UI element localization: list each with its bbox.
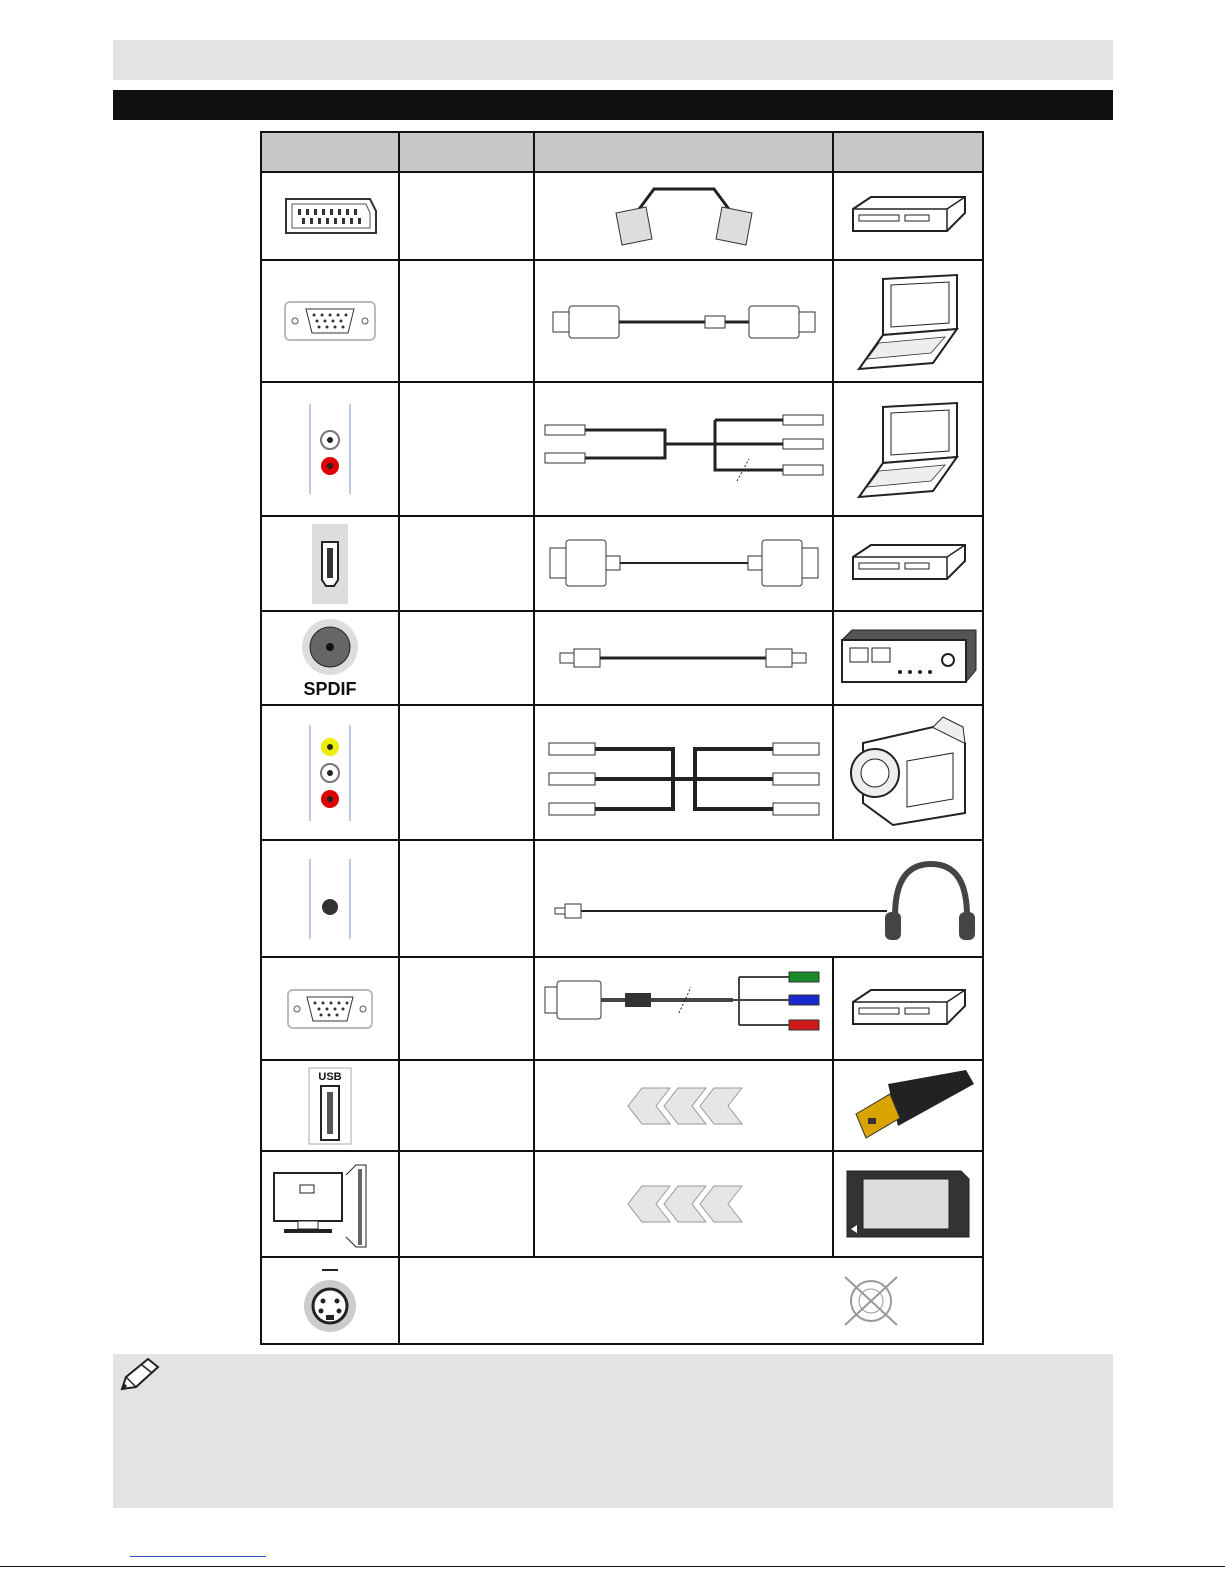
header-cables: [534, 132, 833, 172]
spdif-port-icon: [261, 611, 399, 705]
av-in-port-icon: [261, 705, 399, 840]
laptop-icon: [833, 382, 983, 516]
connections-table: [260, 131, 984, 1345]
table-row: [261, 1257, 983, 1344]
header-connector: [261, 132, 399, 172]
hdmi-cable-icon: [534, 516, 833, 611]
svideo-port-icon: [261, 1257, 399, 1344]
laptop-icon: [833, 260, 983, 382]
table-row: [261, 611, 983, 705]
vga-port-icon: [261, 260, 399, 382]
type-cell: [399, 382, 534, 516]
header-device: [833, 132, 983, 172]
type-cell: [399, 1151, 534, 1257]
insert-arrow-icon: [534, 1060, 833, 1151]
ypbpr-cable-icon: [534, 957, 833, 1060]
type-cell: [399, 1060, 534, 1151]
dvd-player-icon: [833, 957, 983, 1060]
cam-module-icon: [833, 1151, 983, 1257]
coaxial-cable-icon: [534, 611, 833, 705]
header-band: [113, 40, 1113, 80]
pencil-icon: [118, 1357, 162, 1393]
camcorder-icon: [833, 705, 983, 840]
type-cell: [399, 516, 534, 611]
svideo-not-supported-icon: [399, 1257, 983, 1344]
type-cell: [399, 611, 534, 705]
table-row: [261, 382, 983, 516]
amplifier-icon: [833, 611, 983, 705]
dvd-player-icon: [833, 172, 983, 260]
scart-port-icon: [261, 172, 399, 260]
type-cell: [399, 705, 534, 840]
headphone-cable-icon: [534, 840, 983, 957]
audio-cable-icon: [534, 382, 833, 516]
table-row: [261, 516, 983, 611]
spdif-label: SPDIF: [303, 679, 357, 699]
av-cable-icon: [534, 705, 833, 840]
footer-link-underline: [130, 1556, 266, 1557]
ci-slot-icon: [261, 1151, 399, 1257]
type-cell: [399, 840, 534, 957]
table-row: [261, 172, 983, 260]
page-bottom-rule: [0, 1566, 1225, 1567]
dvd-player-icon: [833, 516, 983, 611]
table-row: [261, 705, 983, 840]
usb-label: USB: [318, 1070, 342, 1083]
table-row: [261, 260, 983, 382]
section-title-bar: [113, 90, 1113, 120]
table-row: [261, 840, 983, 957]
type-cell: [399, 957, 534, 1060]
insert-arrow-icon: [534, 1151, 833, 1257]
table-header-row: [261, 132, 983, 172]
usb-port-icon: [261, 1060, 399, 1151]
audio-in-port-icon: [261, 382, 399, 516]
usb-stick-icon: [833, 1060, 983, 1151]
header-type: [399, 132, 534, 172]
vga-port-icon: [261, 957, 399, 1060]
hdmi-port-icon: [261, 516, 399, 611]
table-row: [261, 1151, 983, 1257]
table-row: [261, 957, 983, 1060]
vga-cable-icon: [534, 260, 833, 382]
scart-cable-icon: [534, 172, 833, 260]
headphone-port-icon: [261, 840, 399, 957]
table-row: [261, 1060, 983, 1151]
note-box: [113, 1354, 1113, 1508]
type-cell: [399, 172, 534, 260]
type-cell: [399, 260, 534, 382]
